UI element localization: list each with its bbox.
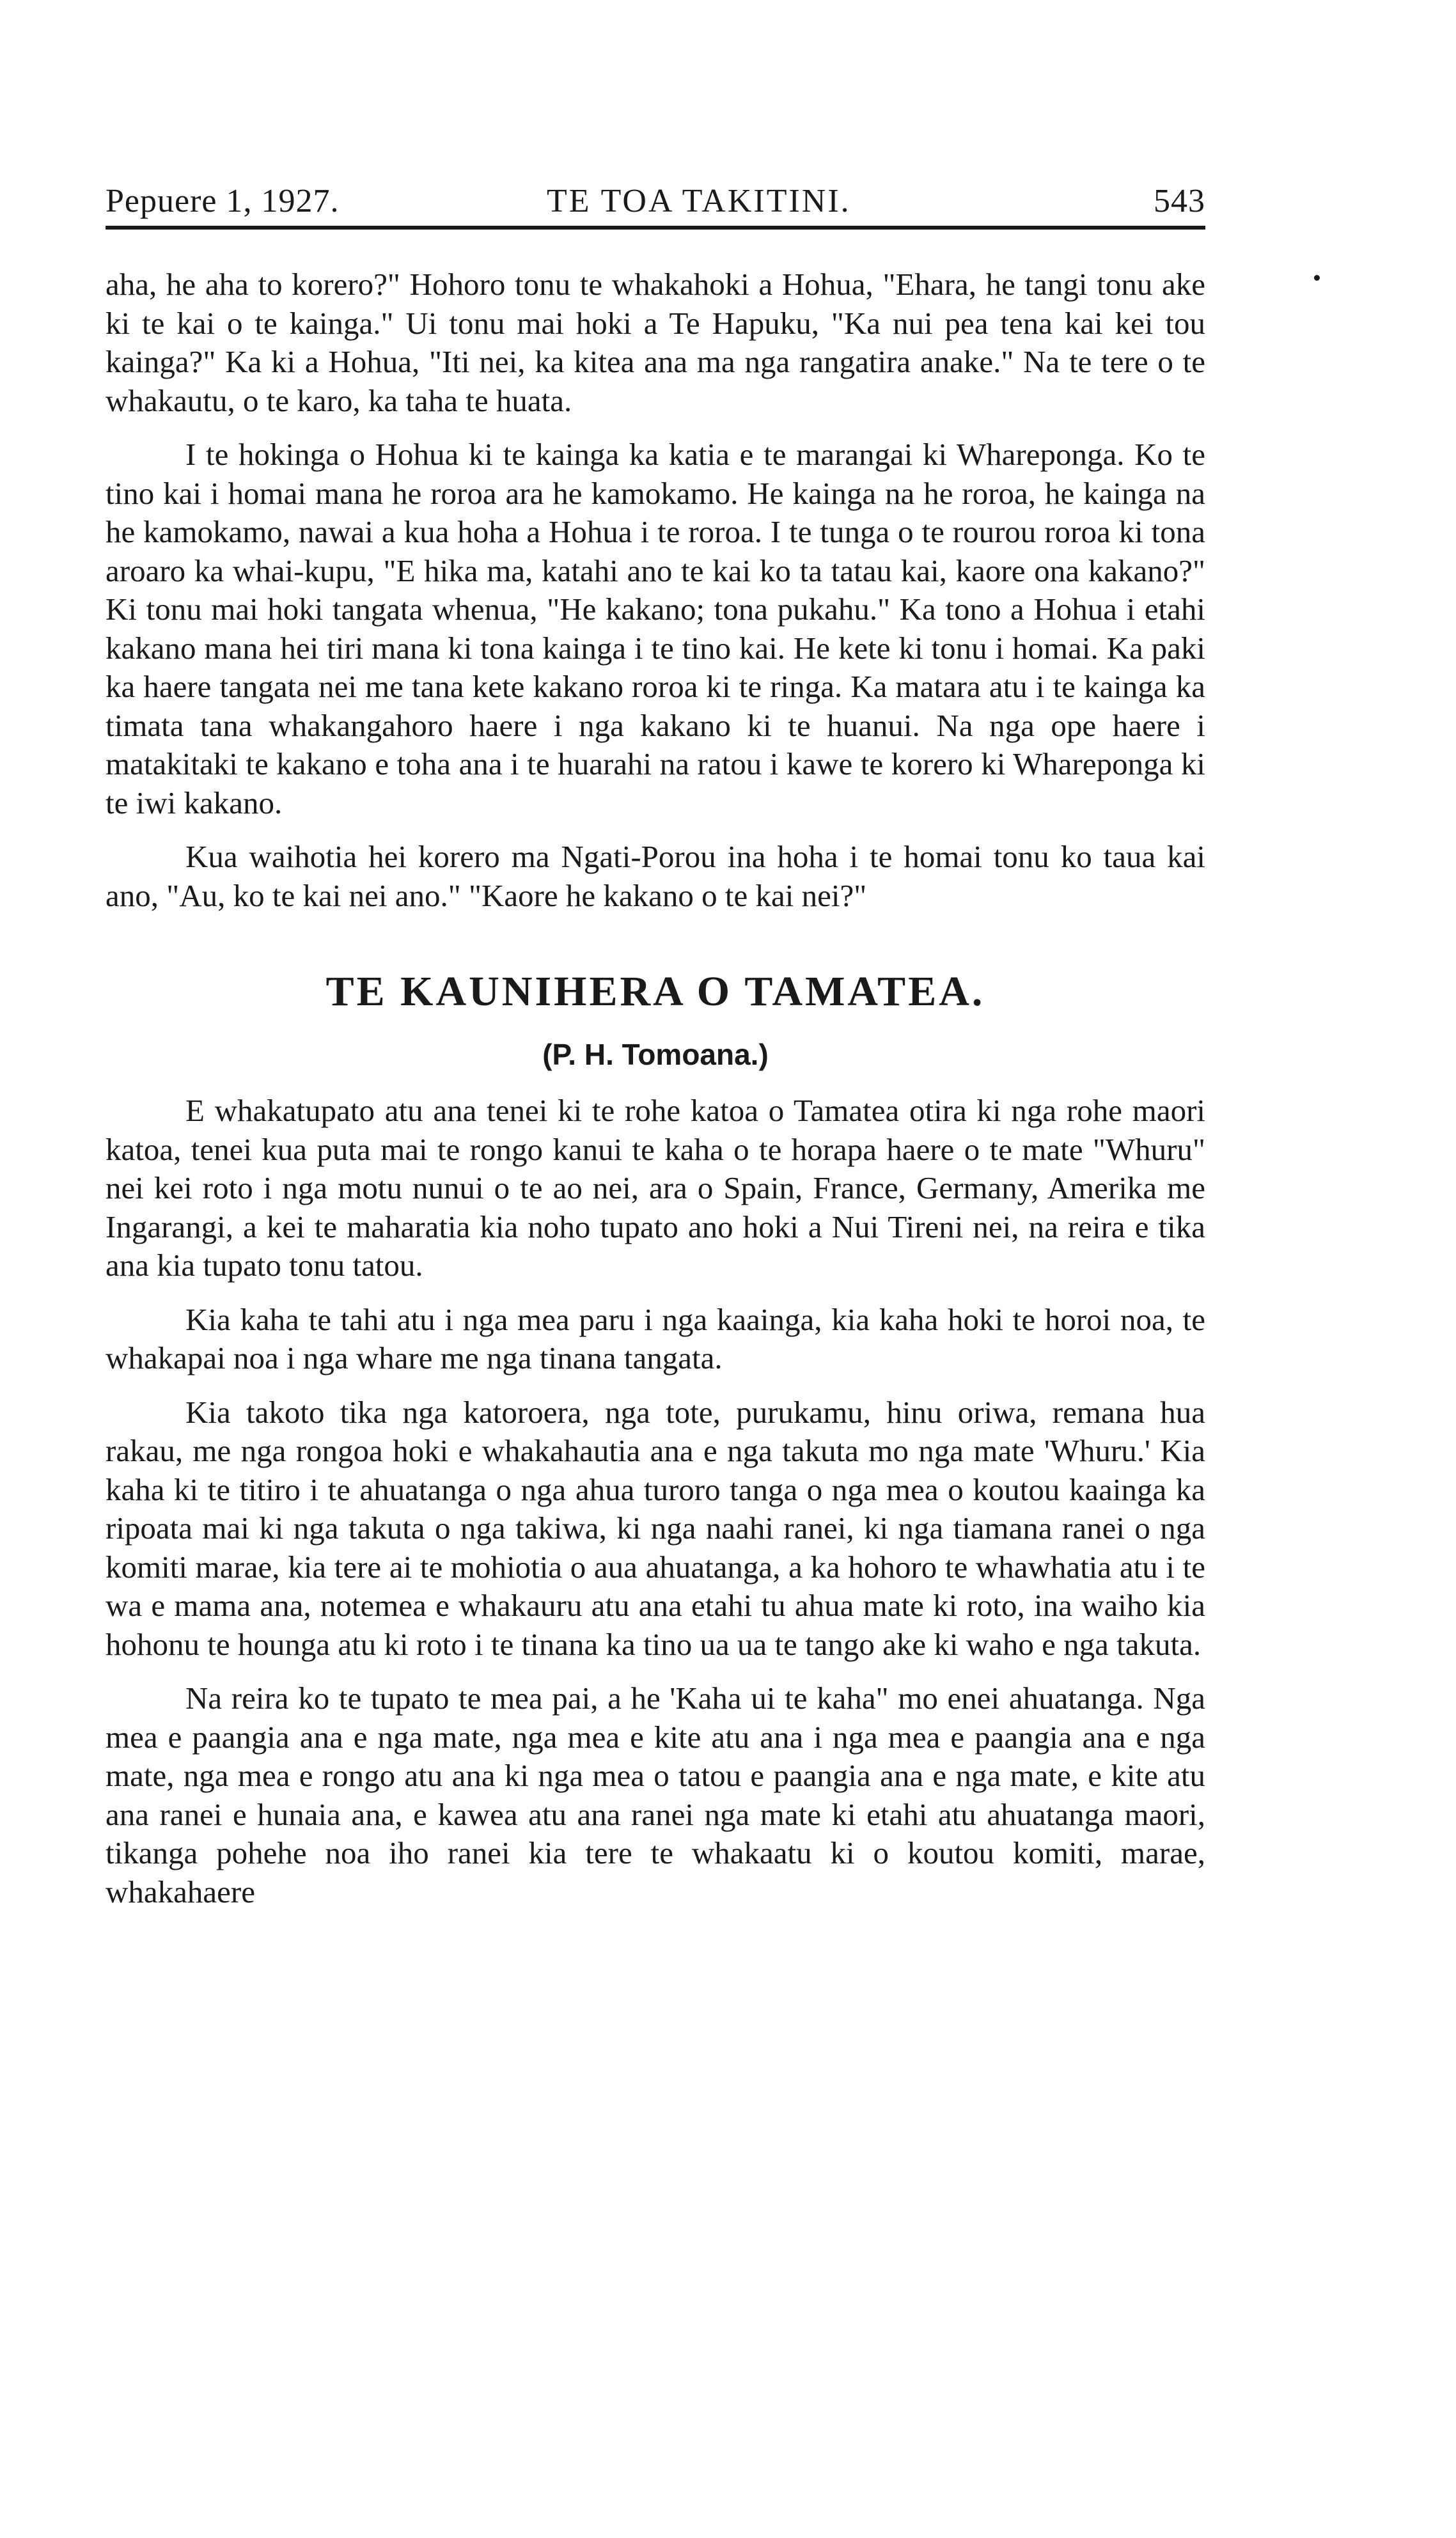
- document-page: [106, 182, 1205, 1911]
- paragraph: aha, he aha to korero?" Hohoro tonu te whakahoki a Hohua, "Ehara, he tangi tonu ake ki te kai o te kainga." Ui tonu mai hoki a Te Hapuku, "Ka nui pea tena kai kei tou kainga?" Ka ki a Hohua, "Iti nei, ka kitea ana ma nga rangatira anake." Na te tere o te whakautu, o te karo, ka taha te huata.: [106, 267, 1205, 418]
- paragraph: E whakatupato atu ana tenei ki te rohe katoa o Tamatea otira ki nga rohe maori katoa, tenei kua puta mai te rongo kanui te kaha o te horapa haere o te mate "Whuru" nei kei roto i nga motu nunui o te ao nei, ara o Spain, France, Germany, Amerika me Ingarangi, a kei te maharatia kia noho tupato ano hoki a Nui Tireni nei, na reira e tika ana kia tupato tonu tatou.: [106, 1093, 1205, 1283]
- paragraph: Kia kaha te tahi atu i nga mea paru i nga kaainga, kia kaha hoki te horoi noa, te whakapai noa i nga whare me nga tinana tangata.: [106, 1301, 1205, 1375]
- article-title: TE KAUNIHERA O TAMATEA.: [325, 968, 985, 1015]
- header-journal-title: TE TOA TAKITINI.: [547, 183, 851, 219]
- paragraph: I te hokinga o Hohua ki te kainga ka katia e te marangai ki Whareponga. Ko te tino kai i homai mana he roroa ara he kamokamo. He kainga na he roroa, he kainga na he kamokamo, nawai a kua hoha a Hohua i te roroa. I te tunga o te rourou roroa ki tona aroaro ka whai-kupu, "E hika ma, katahi ano te kai ko ta tatau kai, kaore ona kakano?" Ki tonu mai hoki tangata whenua, "He kakano; tona pukahu." Ka tono a Hohua i etahi kakano mana hei tiri mana ki tona kainga i te tino kai. He kete ki tonu i homai. Ka paki ka haere tangata nei me tana kete kakano roroa ki te ringa. Ka matara atu i te kainga ka timata tana whakangahoro haere i nga kakano ki te huanui. Na nga ope haere i matakitaki te kakano e toha ana i te huarahi na ratou i kawe te korero ki Whareponga ki te iwi kakano.: [106, 437, 1205, 820]
- running-header: [106, 182, 1205, 233]
- header-date: Pepuere 1, 1927.: [106, 183, 340, 219]
- paragraph: Kua waihotia hei korero ma Ngati-Porou ina hoha i te homai tonu ko taua kai ano, "Au, ko te kai nei ano." "Kaore he kakano o te kai nei?": [106, 839, 1205, 913]
- paragraph: Kia takoto tika nga katoroera, nga tote, purukamu, hinu oriwa, remana hua rakau, me nga rongoa hoki e whakahautia ana e nga takuta mo nga mate 'Whuru.' Kia kaha ki te titiro i te ahuatanga o nga ahua turoro tanga o nga mea o koutou kaainga ka ripoata mai ki nga takuta o nga takiwa, ki nga naahi ranei, ki nga tiamana ranei o nga komiti marae, kia tere ai te mohiotia o aua ahuatanga, a ka hohoro te whawhatia atu i te wa e mama ana, notemea e whakauru atu ana etahi tu ahua mate ki roto, ina waiho kia hohonu te hounga atu ki roto i te tinana ka tino ua ua te tango ake ki waho e nga takuta.: [106, 1394, 1205, 1662]
- header-page-number: 543: [1154, 183, 1205, 219]
- margin-mark: [1314, 275, 1320, 281]
- paragraph: Na reira ko te tupato te mea pai, a he 'Kaha ui te kaha" mo enei ahuatanga. Nga mea e paangia ana e nga mate, nga mea e kite atu ana i nga mea e paangia ana e nga mate, nga mea e rongo atu ana ki nga mea o tatou e paangia ana e nga mate, e kite atu ana ranei e hunaia ana, e kawea atu ana ranei nga mate ki etahi atu ahuatanga maori, tikanga pohehe noa iho ranei kia tere te whakaatu ki o koutou komiti, marae, whakahaere: [106, 1680, 1205, 1909]
- article-byline: (P. H. Tomoana.): [542, 1038, 769, 1071]
